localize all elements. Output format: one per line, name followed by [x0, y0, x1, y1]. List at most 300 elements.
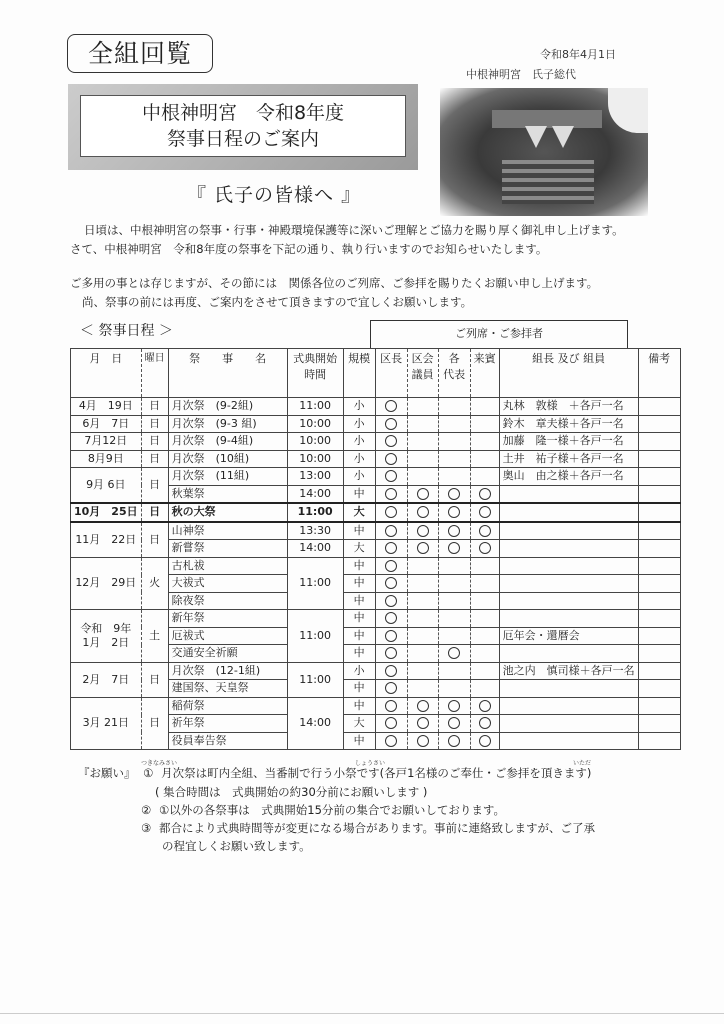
rep-attend-cell [438, 468, 470, 486]
members-cell [499, 680, 638, 698]
date-cell [71, 433, 142, 451]
start-time: 13:30 [299, 523, 331, 537]
col-time-l1: 式典開始 [293, 352, 338, 365]
event-name-cell [168, 503, 287, 522]
members-text: 土井 祐子様＋各戸一名 [502, 451, 624, 465]
council-attend-cell [407, 715, 438, 733]
attend-circle-icon [479, 735, 491, 747]
attend-circle-icon [385, 735, 397, 747]
attend-circle-icon [385, 525, 397, 537]
event-name-cell [168, 450, 287, 468]
weekday-cell [141, 398, 168, 416]
notes-cell [638, 575, 680, 593]
rep-attend-cell [438, 575, 470, 593]
ruby-shousai: しょうさい [355, 760, 386, 767]
tree-highlight [608, 88, 648, 133]
scale-cell [343, 522, 375, 540]
attend-circle-icon [448, 700, 460, 712]
members-cell [499, 540, 638, 558]
scale-cell [343, 575, 375, 593]
weekday-text: 日 [149, 505, 161, 519]
schedule-body [71, 398, 681, 750]
event-name-cell [168, 732, 287, 750]
title-frame [68, 84, 418, 170]
scale-cell [343, 433, 375, 451]
rep-attend-cell [438, 540, 470, 558]
start-time: 14:00 [299, 486, 331, 500]
time-cell [287, 415, 343, 433]
members-cell [499, 485, 638, 503]
col-council-l2: 議員 [411, 368, 434, 381]
event-name-cell [168, 433, 287, 451]
start-time: 11:00 [299, 399, 331, 413]
time-cell [287, 610, 343, 663]
weekday-text: 日 [149, 399, 161, 413]
notes-cell [638, 450, 680, 468]
event-name-cell [168, 398, 287, 416]
ward-head-attend-cell [375, 732, 407, 750]
schedule-table [70, 348, 681, 750]
guest-attend-cell [470, 433, 499, 451]
notes-cell [638, 592, 680, 610]
attend-circle-icon [479, 717, 491, 729]
notes-cell [638, 557, 680, 575]
date-cell [71, 662, 142, 697]
scale-value: 小 [353, 399, 365, 413]
council-attend-cell [407, 415, 438, 433]
scale-value: 中 [353, 558, 365, 572]
weekday-text: 日 [149, 478, 161, 491]
attend-circle-icon [385, 682, 397, 694]
scale-cell [343, 645, 375, 663]
members-cell [499, 450, 638, 468]
weekday-cell [141, 557, 168, 610]
ward-head-attend-cell [375, 557, 407, 575]
members-cell [499, 468, 638, 486]
event-name: 大祓式 [171, 576, 205, 590]
members-cell [499, 662, 638, 680]
notes-cell [638, 522, 680, 540]
event-name: 新嘗祭 [171, 541, 205, 555]
time-cell [287, 557, 343, 610]
scale-cell [343, 715, 375, 733]
attend-circle-icon [385, 595, 397, 607]
attend-circle-icon [385, 418, 397, 430]
event-name-cell [168, 415, 287, 433]
guest-attend-cell [470, 627, 499, 645]
event-name: 役員奉告祭 [171, 733, 227, 747]
rep-attend-cell [438, 592, 470, 610]
guest-attend-cell [470, 645, 499, 663]
event-name: 秋の大祭 [171, 505, 216, 519]
scale-value: 小 [353, 663, 365, 677]
shide-ornament [552, 126, 574, 148]
members-text: 鈴木 章夫様＋各戸一名 [502, 416, 624, 430]
ward-head-attend-cell [375, 415, 407, 433]
event-name-cell [168, 592, 287, 610]
guest-attend-cell [470, 398, 499, 416]
rep-attend-cell [438, 715, 470, 733]
guest-attend-cell [470, 575, 499, 593]
scale-cell [343, 415, 375, 433]
attend-circle-icon [385, 577, 397, 589]
table-row [71, 450, 681, 468]
ruby-tsukinamisai: つきなみさい [141, 760, 178, 767]
council-attend-cell [407, 575, 438, 593]
members-cell [499, 575, 638, 593]
weekday-text: 日 [149, 532, 161, 546]
date-text-2: 1月 2日 [82, 635, 130, 649]
title-line-2: 祭事日程のご案内 [166, 128, 319, 150]
members-cell [499, 732, 638, 750]
scale-cell [343, 732, 375, 750]
council-attend-cell [407, 503, 438, 522]
scale-value: 大 [353, 541, 365, 555]
start-time: 13:00 [299, 469, 331, 483]
date-cell [71, 450, 142, 468]
council-attend-cell [407, 557, 438, 575]
notes-cell [638, 503, 680, 522]
attend-circle-icon [385, 488, 397, 500]
start-time: 11:00 [299, 672, 331, 686]
date-cell [71, 557, 142, 610]
notes-cell [638, 627, 680, 645]
event-name: 月次祭 (9-3 組) [171, 416, 257, 430]
title-box [80, 95, 406, 157]
scale-cell [343, 503, 375, 522]
attend-circle-icon [385, 400, 397, 412]
col-council-l1: 区会 [411, 352, 434, 365]
rep-attend-cell [438, 557, 470, 575]
start-time: 10:00 [299, 434, 331, 448]
attend-circle-icon [479, 525, 491, 537]
ward-head-attend-cell [375, 680, 407, 698]
date-cell [71, 522, 142, 558]
notes-cell [638, 732, 680, 750]
rep-attend-cell [438, 522, 470, 540]
ward-head-attend-cell [375, 522, 407, 540]
members-cell [499, 557, 638, 575]
scale-cell [343, 485, 375, 503]
start-time: 14:00 [299, 716, 331, 730]
ward-head-attend-cell [375, 627, 407, 645]
start-time: 11:00 [299, 576, 331, 590]
time-cell [287, 485, 343, 503]
request-text: 月次祭は町内全組、当番制で行う小祭です(各戸1名様のご奉仕・ご参拝を頂きます) [161, 766, 592, 780]
request-marker: ① [143, 766, 154, 780]
scale-cell [343, 627, 375, 645]
col-rep-l2: 代表 [443, 368, 466, 381]
members-cell [499, 627, 638, 645]
council-attend-cell [407, 645, 438, 663]
ward-head-attend-cell [375, 485, 407, 503]
col-members: 組長 及び 組員 [499, 349, 638, 398]
weekday-cell [141, 610, 168, 663]
event-name: 秋葉祭 [171, 486, 205, 500]
date-text: 10月 25日 [74, 505, 138, 519]
event-name-cell [168, 645, 287, 663]
shrine-photo [440, 88, 648, 216]
guest-attend-cell [470, 697, 499, 715]
attend-circle-icon [417, 488, 429, 500]
start-time: 10:00 [299, 416, 331, 430]
col-notes: 備考 [638, 349, 680, 398]
attend-circle-icon [385, 453, 397, 465]
council-attend-cell [407, 398, 438, 416]
attend-circle-icon [479, 506, 491, 518]
scale-cell [343, 697, 375, 715]
attend-circle-icon [417, 717, 429, 729]
notes-cell [638, 540, 680, 558]
rep-attend-cell [438, 398, 470, 416]
weekday-text: 日 [149, 672, 161, 686]
time-cell [287, 540, 343, 558]
rep-attend-cell [438, 450, 470, 468]
col-time [287, 349, 343, 398]
notes-cell [638, 680, 680, 698]
weekday-cell [141, 450, 168, 468]
attend-circle-icon [417, 700, 429, 712]
ward-head-attend-cell [375, 398, 407, 416]
weekday-text: 日 [149, 716, 161, 730]
members-cell [499, 398, 638, 416]
weekday-cell [141, 522, 168, 558]
event-name: 山神祭 [171, 523, 205, 537]
time-cell [287, 398, 343, 416]
request-label: 『お願い』 [78, 766, 136, 780]
council-attend-cell [407, 485, 438, 503]
scale-value: 中 [353, 486, 365, 500]
weekday-text: 土 [149, 628, 161, 642]
guest-attend-cell [470, 450, 499, 468]
scale-cell [343, 610, 375, 628]
table-row [71, 468, 681, 486]
date-text: 9月 6日 [86, 478, 126, 491]
council-attend-cell [407, 450, 438, 468]
request-line-3 [141, 802, 505, 818]
request-marker: ② [141, 803, 152, 817]
ward-head-attend-cell [375, 450, 407, 468]
scale-value: 大 [353, 505, 365, 519]
request-text: 都合により式典時間等が変更になる場合があります。事前に連絡致しますが、ご了承 [158, 821, 596, 835]
weekday-text: 日 [149, 451, 161, 465]
date-cell [71, 398, 142, 416]
attend-circle-icon [385, 542, 397, 554]
scale-cell [343, 592, 375, 610]
members-cell [499, 697, 638, 715]
attend-circle-icon [385, 630, 397, 642]
guest-attend-cell [470, 468, 499, 486]
guest-attend-cell [470, 485, 499, 503]
col-scale: 規模 [343, 349, 375, 398]
attend-circle-icon [448, 717, 460, 729]
table-row [71, 662, 681, 680]
members-cell [499, 503, 638, 522]
title-line-1: 中根神明宮 令和8年度 [141, 102, 345, 124]
time-cell [287, 433, 343, 451]
members-cell [499, 433, 638, 451]
notes-cell [638, 433, 680, 451]
event-name: 月次祭 (12-1組) [171, 663, 261, 677]
date-text: 11月 22日 [75, 532, 137, 546]
members-cell [499, 522, 638, 540]
event-name: 月次祭 (9-4組) [171, 434, 254, 448]
council-attend-cell [407, 732, 438, 750]
rep-attend-cell [438, 662, 470, 680]
schedule-section-title: ＜ 祭事日程 ＞ [80, 323, 173, 339]
members-text: 奥山 由之様＋各戸一名 [502, 469, 624, 483]
event-name: 厄祓式 [171, 628, 205, 642]
attend-circle-icon [385, 435, 397, 447]
time-cell [287, 522, 343, 540]
intro-line-3: ご多用の事とは存じますが、その節には 関係各位のご列席、ご参拝を賜りたくお願い申し上げます。 [70, 276, 599, 290]
time-cell [287, 450, 343, 468]
notes-cell [638, 610, 680, 628]
scale-value: 中 [353, 698, 365, 712]
ward-head-attend-cell [375, 592, 407, 610]
notes-cell [638, 662, 680, 680]
notes-cell [638, 398, 680, 416]
table-row [71, 522, 681, 540]
attend-circle-icon [385, 560, 397, 572]
guest-attend-cell [470, 503, 499, 522]
rep-attend-cell [438, 415, 470, 433]
attend-circle-icon [417, 735, 429, 747]
date-cell [71, 503, 142, 522]
date-cell [71, 610, 142, 663]
guest-attend-cell [470, 540, 499, 558]
col-rep [438, 349, 470, 398]
event-name-cell [168, 468, 287, 486]
attend-circle-icon [385, 470, 397, 482]
event-name-cell [168, 522, 287, 540]
weekday-cell [141, 468, 168, 504]
attend-circle-icon [385, 700, 397, 712]
ward-head-attend-cell [375, 540, 407, 558]
council-attend-cell [407, 592, 438, 610]
scale-value: 小 [353, 469, 365, 483]
council-attend-cell [407, 540, 438, 558]
scale-value: 中 [353, 611, 365, 625]
rep-attend-cell [438, 433, 470, 451]
event-name-cell [168, 697, 287, 715]
attend-circle-icon [417, 506, 429, 518]
attendance-group-header: ご列席・ご参拝者 [370, 320, 628, 349]
table-row [71, 557, 681, 575]
weekday-text: 日 [149, 434, 161, 448]
request-line-1 [78, 765, 591, 781]
members-cell [499, 415, 638, 433]
guest-attend-cell [470, 732, 499, 750]
council-attend-cell [407, 697, 438, 715]
members-cell [499, 592, 638, 610]
col-council [407, 349, 438, 398]
event-name: 月次祭 (9-2組) [171, 399, 254, 413]
scale-cell [343, 450, 375, 468]
event-name: 除夜祭 [171, 593, 205, 607]
ruby-itada: いただ [573, 760, 592, 767]
ward-head-attend-cell [375, 715, 407, 733]
scale-cell [343, 540, 375, 558]
scale-value: 中 [353, 576, 365, 590]
request-line-5: の程宜しくお願い致します。 [162, 839, 311, 853]
council-attend-cell [407, 662, 438, 680]
event-name: 祈年祭 [171, 716, 205, 730]
guest-attend-cell [470, 557, 499, 575]
event-name: 月次祭 (11組) [171, 469, 250, 483]
event-name-cell [168, 662, 287, 680]
rep-attend-cell [438, 697, 470, 715]
council-attend-cell [407, 610, 438, 628]
request-line-4 [141, 820, 595, 836]
event-name: 交通安全祈願 [171, 646, 238, 660]
date-cell [71, 697, 142, 750]
guest-attend-cell [470, 592, 499, 610]
members-cell [499, 715, 638, 733]
notes-cell [638, 415, 680, 433]
notes-cell [638, 715, 680, 733]
intro-line-1: 日頃は、中根神明宮の祭事・行事・神殿環境保護等に深いご理解とご協力を賜り厚く御礼申し上げます。 [84, 223, 624, 237]
scale-cell [343, 398, 375, 416]
ward-head-attend-cell [375, 645, 407, 663]
attend-circle-icon [448, 542, 460, 554]
attend-circle-icon [385, 717, 397, 729]
event-name-cell [168, 715, 287, 733]
attend-circle-icon [385, 647, 397, 659]
rep-attend-cell [438, 680, 470, 698]
ward-head-attend-cell [375, 662, 407, 680]
col-rep-l1: 各 [448, 352, 460, 365]
ward-head-attend-cell [375, 503, 407, 522]
ward-head-attend-cell [375, 610, 407, 628]
attend-circle-icon [479, 488, 491, 500]
ward-head-attend-cell [375, 468, 407, 486]
ward-head-attend-cell [375, 697, 407, 715]
attend-circle-icon [448, 735, 460, 747]
guest-attend-cell [470, 662, 499, 680]
notes-cell [638, 485, 680, 503]
scale-value: 中 [353, 646, 365, 660]
shrine-roof [492, 110, 602, 128]
ward-head-attend-cell [375, 433, 407, 451]
weekday-cell [141, 662, 168, 697]
rep-attend-cell [438, 503, 470, 522]
scale-value: 大 [353, 716, 365, 730]
intro-line-4: 尚、祭事の前には再度、ご案内をさせて頂きますので宜しくお願いします。 [82, 295, 473, 309]
event-name: 稲荷祭 [171, 698, 205, 712]
date-text: 2月 7日 [82, 672, 130, 686]
weekday-cell [141, 415, 168, 433]
rep-attend-cell [438, 732, 470, 750]
event-name: 新年祭 [171, 611, 205, 625]
scale-value: 中 [353, 628, 365, 642]
guest-attend-cell [470, 415, 499, 433]
start-time: 14:00 [299, 541, 331, 555]
table-header-row [71, 349, 681, 398]
weekday-cell [141, 697, 168, 750]
scale-cell [343, 468, 375, 486]
issue-date: 令和8年4月1日 [540, 48, 616, 61]
date-cell [71, 468, 142, 504]
attend-circle-icon [385, 506, 397, 518]
scan-edge [0, 1013, 724, 1014]
weekday-text: 火 [149, 576, 161, 590]
rep-attend-cell [438, 610, 470, 628]
table-row [71, 697, 681, 715]
event-name-cell [168, 557, 287, 575]
scale-value: 小 [353, 434, 365, 448]
intro-line-2: さて、中根神明宮 令和8年度の祭事を下記の通り、執り行いますのでお知らせいたします。 [70, 242, 548, 256]
